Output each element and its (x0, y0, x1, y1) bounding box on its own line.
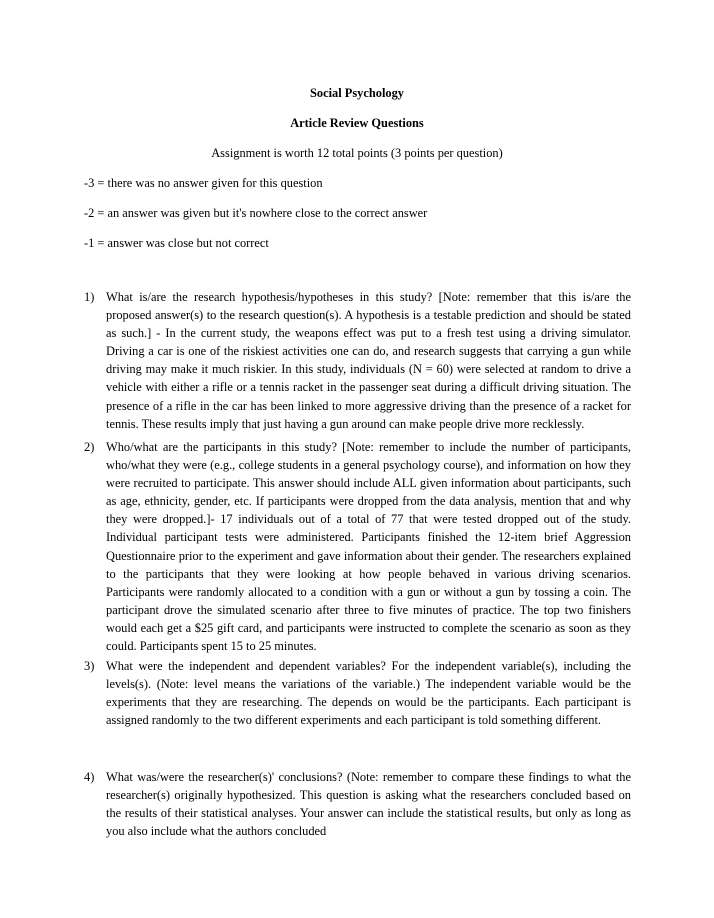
question-item-4 (84, 768, 631, 840)
question-item-3 (84, 657, 631, 729)
scale-line-minus-3: -3 = there was no answer given for this question (84, 176, 323, 190)
question-number: 3) (84, 659, 95, 673)
question-number: 2) (84, 440, 95, 454)
question-text: What was/were the researcher(s)' conclusions? (Note: remember to compare these findings to what the researcher(s) originally hypothesized. This question is asking what the researchers concluded based on the results of their statistical analyses. Your answer can include the statistical results, but only as long as you also include what the authors concluded (106, 770, 631, 839)
question-item-2 (84, 438, 631, 655)
question-number: 4) (84, 770, 95, 784)
course-title: Social Psychology (310, 86, 404, 100)
scale-line-minus-1: -1 = answer was close but not correct (84, 236, 269, 250)
question-number: 1) (84, 290, 95, 304)
question-text: What is/are the research hypothesis/hypotheses in this study? [Note: remember that this is/are the proposed answer(s) to the research question(s). A hypothesis is a testable prediction and should be stated as such.] - In the current study, the weapons effect was put to a fresh test using a driving simulator. Driving a car is one of the riskiest activities one can do, and research suggests that carrying a gun while driving may make it much riskier. In this study, individuals (N = 60) were selected at random to drive a vehicle with either a rifle or a tennis racket in the passenger seat during a difficult driving situation. The presence of a rifle in the car has been linked to more aggressive driving than the presence of a racket for tennis. These results imply that just having a gun around can make people drive more recklessly. (106, 290, 631, 431)
assignment-worth-line: Assignment is worth 12 total points (3 points per question) (211, 146, 503, 160)
question-text: Who/what are the participants in this study? [Note: remember to include the number of participants, who/what they were (e.g., college students in a general psychology course), and information on how they were recruited to participate. This answer should include ALL given information about participants, such as age, ethnicity, gender, etc. If participants were dropped from the data analysis, mention that and why they were dropped.]- 17 individuals out of a total of 77 that were tested dropped out of the study. Individual participant tests were administered. Participants finished the 12-item brief Aggression Questionnaire prior to the experiment and gave information about their gender. The researchers explained to the participants that they were looking at how people behaved in various driving scenarios. Participants were randomly allocated to a condition with a gun or without a gun by tossing a coin. The participant drove the simulated scenario after three to five minutes of practice. The top two finishers would each get a $25 gift card, and participants were instructed to complete the scenario as soon as they could. Participants spent 15 to 25 minutes. (106, 440, 631, 654)
question-text: What were the independent and dependent variables? For the independent variable(s), including the levels(s). (Note: level means the variations of the variable.) The independent variable would be the experiments that they are researching. The depends on would be the participants. Each participant is assigned randomly to the two different experiments and each participant is told something different. (106, 659, 631, 728)
scale-line-minus-2: -2 = an answer was given but it's nowhere close to the correct answer (84, 206, 428, 220)
question-item-1 (84, 288, 631, 433)
document-title: Article Review Questions (290, 116, 424, 130)
